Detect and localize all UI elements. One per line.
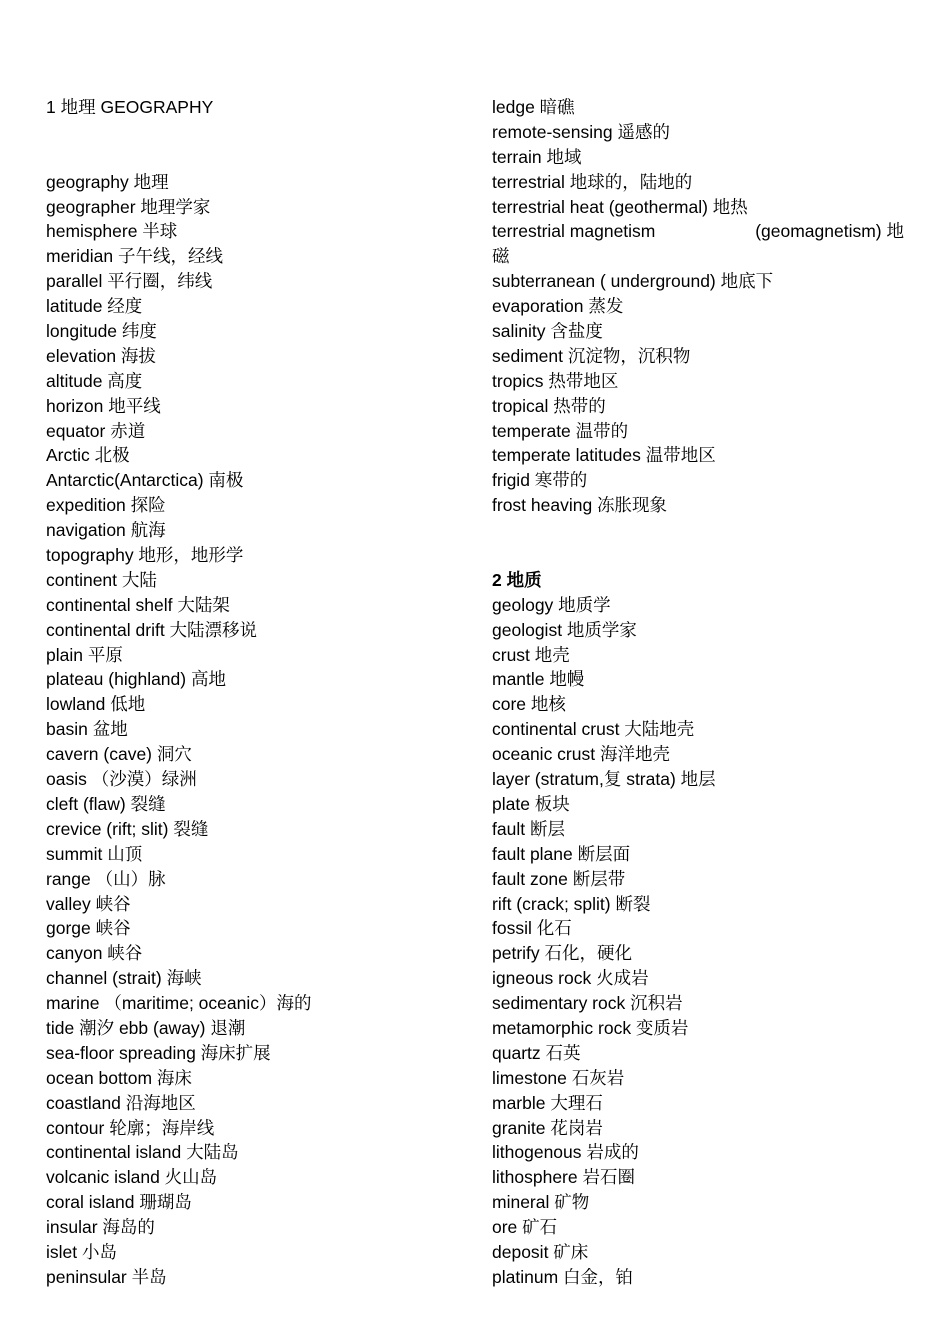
glossary-entry: platinum 白金，铂 (492, 1266, 634, 1287)
glossary-entry: insular 海岛的 (46, 1217, 155, 1238)
glossary-entry: geography 地理 (46, 171, 169, 192)
glossary-entry: continental shelf 大陆架 (46, 594, 230, 615)
glossary-entry: channel (strait) 海峡 (46, 968, 202, 989)
glossary-entry: continent 大陆 (46, 569, 157, 590)
glossary-entry: sediment 沉淀物，沉积物 (492, 345, 691, 366)
glossary-entry: summit 山顶 (46, 843, 143, 864)
glossary-entry: terrestrial heat (geothermal) 地热 (492, 196, 748, 217)
glossary-entry: sedimentary rock 沉积岩 (492, 993, 683, 1014)
glossary-entry: contour 轮廓；海岸线 (46, 1117, 215, 1138)
glossary-entry: marble 大理石 (492, 1092, 603, 1113)
right-entry-list-mid (492, 269, 912, 518)
glossary-entry: sea-floor spreading 海床扩展 (46, 1042, 271, 1063)
right-entry-list-bottom (492, 593, 912, 1290)
glossary-entry: limestone 石灰岩 (492, 1067, 625, 1088)
right-column (492, 95, 912, 1290)
glossary-entry: cleft (flaw) 裂缝 (46, 793, 166, 814)
glossary-entry: lithogenous 岩成的 (492, 1142, 639, 1163)
spacer (46, 145, 446, 170)
glossary-entry: granite 花岗岩 (492, 1117, 603, 1138)
glossary-entry: ledge 暗礁 (492, 97, 575, 117)
left-entry-list (46, 170, 446, 1290)
glossary-entry: mineral 矿物 (492, 1192, 590, 1213)
glossary-entry: quartz 石英 (492, 1042, 581, 1063)
glossary-entry: navigation 航海 (46, 520, 166, 541)
glossary-entry: crust 地壳 (492, 644, 570, 665)
glossary-entry: gorge 峡谷 (46, 918, 131, 939)
glossary-entry: plate 板块 (492, 793, 570, 814)
glossary-entry: oasis （沙漠）绿洲 (46, 769, 197, 790)
glossary-entry: tide 潮汐 ebb (away) 退潮 (46, 1017, 246, 1038)
entry-text-left: terrestrial magnetism (492, 221, 656, 242)
glossary-entry: fault zone 断层带 (492, 868, 626, 889)
glossary-entry: fossil 化石 (492, 918, 572, 939)
spacer (492, 543, 912, 568)
glossary-entry: geographer 地理学家 (46, 196, 211, 217)
glossary-entry: salinity 含盐度 (492, 321, 603, 342)
glossary-entry: equator 赤道 (46, 420, 146, 441)
right-entry-list-top (492, 95, 912, 219)
glossary-entry: petrify 石化，硬化 (492, 943, 633, 964)
glossary-entry: longitude 纬度 (46, 321, 157, 342)
glossary-entry: fault plane 断层面 (492, 843, 631, 864)
section-heading-geology: 2 地质 (492, 569, 542, 590)
glossary-entry: canyon 峡谷 (46, 943, 143, 964)
spacer (492, 518, 912, 543)
glossary-entry: tropical 热带的 (492, 395, 606, 416)
glossary-entry: range （山）脉 (46, 868, 166, 889)
glossary-entry: ocean bottom 海床 (46, 1067, 192, 1088)
glossary-entry: continental drift 大陆漂移说 (46, 619, 258, 640)
left-column (46, 95, 446, 1290)
glossary-entry: geology 地质学 (492, 594, 611, 615)
glossary-entry: plain 平原 (46, 644, 123, 665)
glossary-entry: altitude 高度 (46, 370, 143, 391)
glossary-entry: igneous rock 火成岩 (492, 968, 649, 989)
glossary-entry-terrestrial-magnetism (492, 219, 904, 244)
glossary-entry: terrestrial 地球的，陆地的 (492, 171, 693, 192)
glossary-entry: remote-sensing 遥感的 (492, 121, 670, 142)
glossary-entry: evaporation 蒸发 (492, 296, 624, 317)
glossary-entry: mantle 地幔 (492, 669, 585, 690)
glossary-entry: coastland 沿海地区 (46, 1092, 196, 1113)
glossary-entry: lithosphere 岩石圈 (492, 1167, 635, 1188)
glossary-entry: parallel 平行圈，纬线 (46, 271, 213, 292)
glossary-entry: terrain 地域 (492, 146, 582, 167)
glossary-entry: cavern (cave) 洞穴 (46, 744, 192, 765)
glossary-entry: metamorphic rock 变质岩 (492, 1017, 689, 1038)
glossary-entry: tropics 热带地区 (492, 370, 619, 391)
glossary-entry: frigid 寒带的 (492, 470, 588, 491)
glossary-entry: expedition 探险 (46, 495, 166, 516)
glossary-entry: crevice (rift; slit) 裂缝 (46, 818, 209, 839)
glossary-entry: oceanic crust 海洋地壳 (492, 744, 670, 765)
glossary-entry: basin 盆地 (46, 719, 128, 740)
glossary-entry: frost heaving 冻胀现象 (492, 495, 668, 516)
glossary-entry: Antarctic(Antarctica) 南极 (46, 470, 244, 491)
glossary-entry: Arctic 北极 (46, 445, 130, 466)
glossary-entry: ore 矿石 (492, 1217, 558, 1238)
glossary-entry: subterranean ( underground) 地底下 (492, 271, 774, 292)
glossary-entry: volcanic island 火山岛 (46, 1167, 218, 1188)
glossary-entry: peninsular 半岛 (46, 1266, 167, 1287)
glossary-entry: plateau (highland) 高地 (46, 669, 226, 690)
glossary-entry: temperate 温带的 (492, 420, 629, 441)
glossary-entry: layer (stratum,复 strata) 地层 (492, 769, 716, 790)
glossary-entry: continental island 大陆岛 (46, 1142, 239, 1163)
glossary-entry: temperate latitudes 温带地区 (492, 445, 716, 466)
spacer (46, 120, 446, 145)
glossary-entry: continental crust 大陆地壳 (492, 719, 695, 740)
glossary-entry: core 地核 (492, 694, 566, 715)
glossary-entry: topography 地形，地形学 (46, 545, 244, 566)
glossary-entry: islet 小岛 (46, 1241, 117, 1262)
glossary-entry: latitude 经度 (46, 296, 143, 317)
glossary-entry: meridian 子午线，经线 (46, 246, 223, 267)
glossary-entry: valley 峡谷 (46, 893, 131, 914)
glossary-entry: geologist 地质学家 (492, 619, 637, 640)
glossary-entry: marine （maritime; oceanic）海的 (46, 993, 312, 1014)
glossary-entry: horizon 地平线 (46, 395, 161, 416)
glossary-entry: deposit 矿床 (492, 1241, 589, 1262)
entry-text-right: (geomagnetism) 地 (755, 221, 904, 242)
glossary-entry: lowland 低地 (46, 694, 146, 715)
glossary-entry: hemisphere 半球 (46, 221, 178, 242)
glossary-entry-continuation: 磁 (492, 246, 510, 267)
glossary-entry: elevation 海拔 (46, 345, 156, 366)
section-heading-geography: 1 地理 GEOGRAPHY (46, 97, 214, 117)
glossary-entry: coral island 珊瑚岛 (46, 1192, 192, 1213)
glossary-entry: rift (crack; split) 断裂 (492, 893, 651, 914)
glossary-entry: fault 断层 (492, 818, 565, 839)
